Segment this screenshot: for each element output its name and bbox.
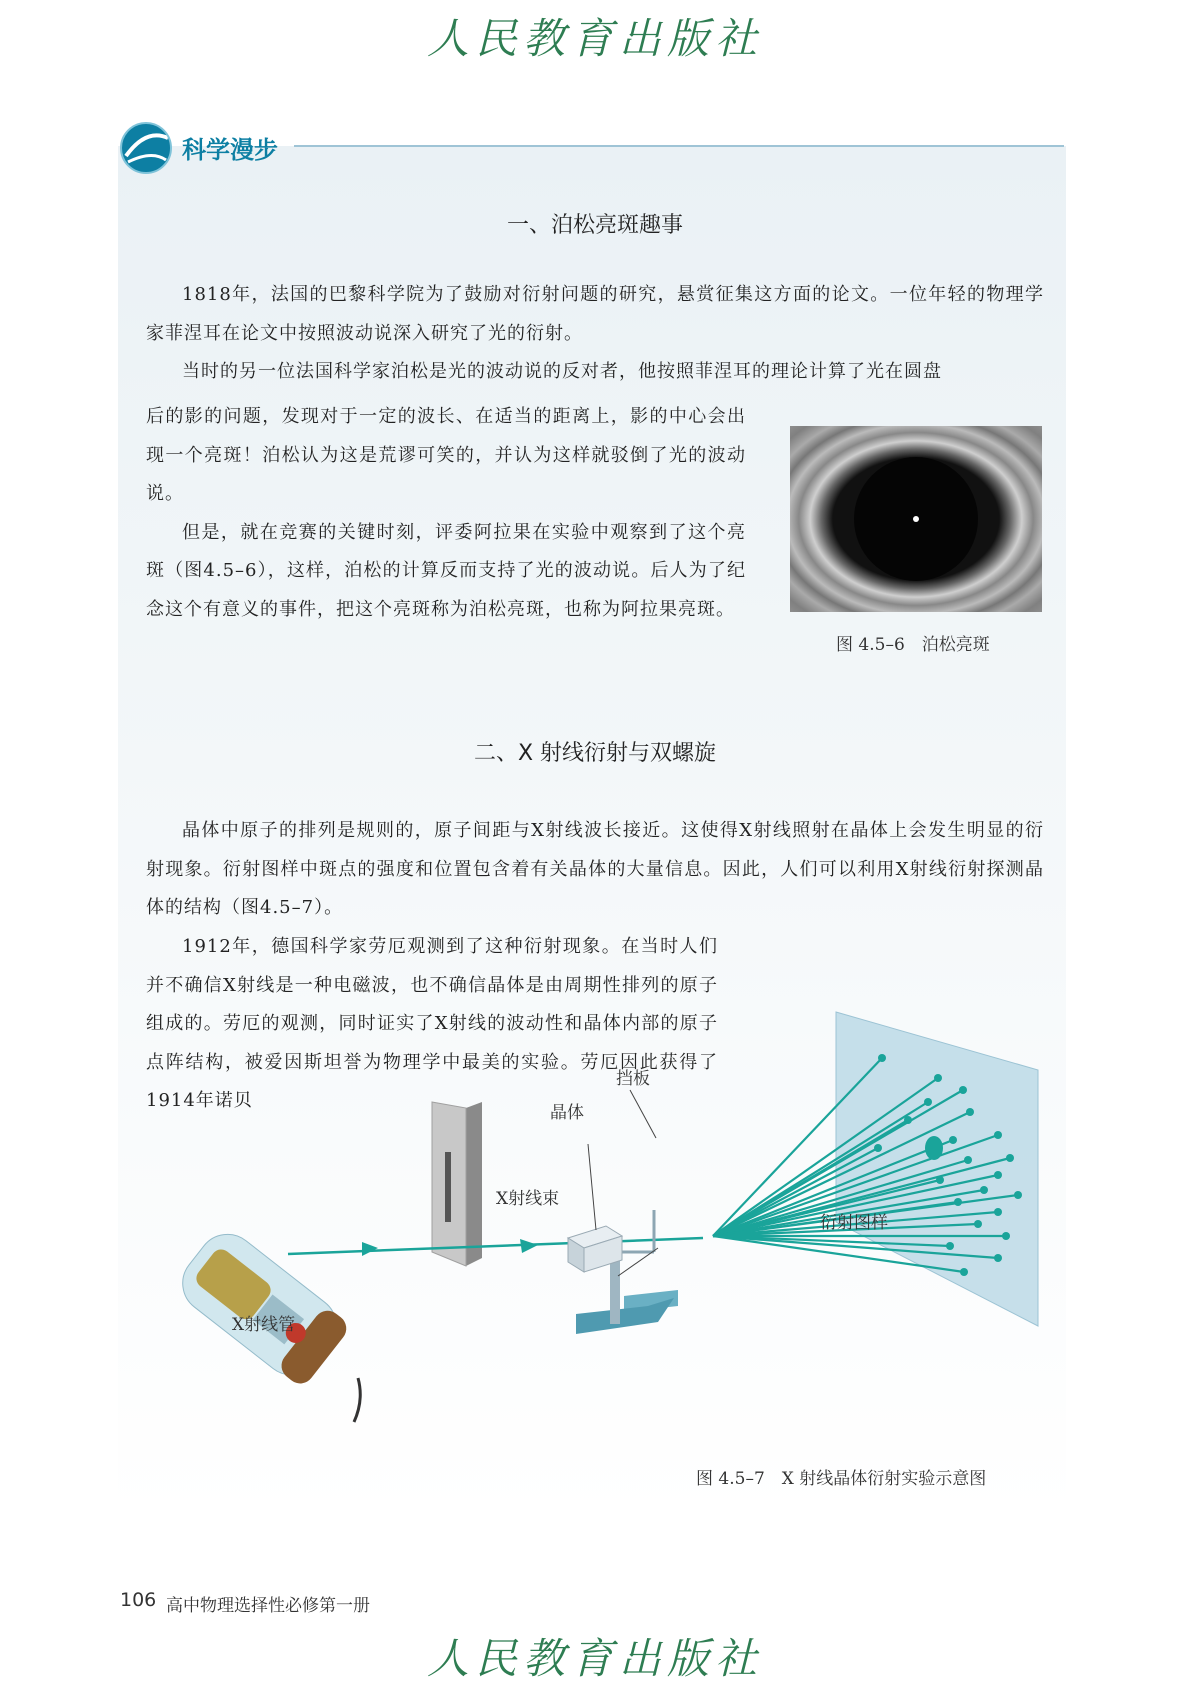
book-title: 高中物理选择性必修第一册 [166,1596,370,1616]
poisson-spot-photo [790,426,1042,612]
part1-title: 一、泊松亮斑趣事 [506,213,683,238]
xray-tube [171,1222,354,1390]
section-divider [294,145,1064,147]
part2-paragraph-2: 1912年，德国科学家劳厄观测到了这种衍射现象。在当时人们并不确信X射线是一种电磁波，也不确信晶体是由周期性排列的原子组成的。劳厄的观测，同时证实了X射线的波动性和晶体内部的原子点阵结构，被爱因斯坦誉为物理学中最美的实验。劳厄因此获得了1914年诺贝 [146,936,718,1111]
section-label: 科学漫步 [182,136,278,164]
publisher-logo-top: 人民教育出版社 [426,14,763,63]
figure-4-5-7-caption: 图 4.5–7 X 射线晶体衍射实验示意图 [696,1469,987,1489]
globe-icon [118,120,174,176]
label-crystal: 晶体 [550,1103,584,1123]
central-spot [925,1136,943,1160]
label-pattern: 衍射图样 [820,1213,888,1233]
part2-title: 二、X 射线衍射与双螺旋 [473,741,717,766]
label-shield: 挡板 [616,1069,650,1089]
part1-paragraph-1: 1818年，法国的巴黎科学院为了鼓励对衍射问题的研究，悬赏征集这方面的论文。一位年轻的物理学家菲涅耳在论文中按照波动说深入研究了光的衍射。 当时的另一位法国科学家泊松是光的波动说的反对者，他按照菲涅耳的理论计算了光在圆盘 [146,284,1044,382]
figure-4-5-6-caption: 图 4.5–6 泊松亮斑 [836,635,990,655]
part1-wrapped-text: 后的影的问题，发现对于一定的波长、在适当的距离上，影的中心会出现一个亮斑！泊松认为这是荒谬可笑的，并认为这样就驳倒了光的波动说。 但是，就在竞赛的关键时刻，评委阿拉果在实验中观察到了这个亮斑（图4.5–6），这样，泊松的计算反而支持了光的波动说。后人为了纪念这个有意义的事件，把这个亮斑称为泊松亮斑，也称为阿拉果亮斑。 [146,406,746,620]
page-number: 106 [120,1589,157,1611]
publisher-logo-bottom: 人民教育出版社 [426,1634,763,1683]
label-tube: X射线管 [232,1315,296,1335]
part2-paragraph-1: 晶体中原子的排列是规则的，原子间距与X射线波长接近。这使得X射线照射在晶体上会发生明显的衍射现象。衍射图样中斑点的强度和位置包含着有关晶体的大量信息。因此，人们可以利用X射线衍射探测晶体的结构（图4.5–7）。 [146,820,1044,918]
label-beam: X射线束 [496,1189,560,1209]
xray-diffraction-diagram [118,990,1066,1450]
